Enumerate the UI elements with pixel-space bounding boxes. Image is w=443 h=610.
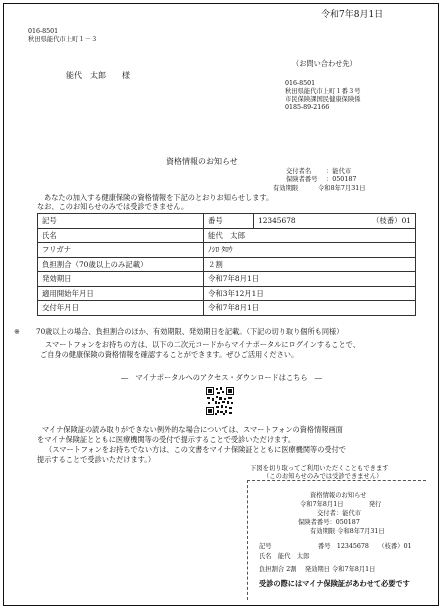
note-mark: ※ [14, 327, 21, 336]
insurer-number-value: ：050187 [326, 176, 357, 183]
row-value: 令和7年8月1日 [204, 301, 416, 316]
branch-number: （枝番）01 [333, 214, 415, 229]
recipient-address: 秋田県能代市上町１－３ [28, 36, 98, 43]
row-value: ２割 [204, 257, 416, 272]
row-label: 負担割合（70歳以上のみ記載） [38, 257, 204, 272]
cutout-expiry: 有効期限 令和8年7月31日 [310, 528, 385, 535]
contact-phone: 0185-89-2166 [285, 104, 330, 111]
cutout-warning: 受診の際にはマイナ保険証があわせて必要です [259, 579, 410, 588]
smartphone-line-2: ご自身の健康保険の資格情報を確認することができます。ぜひご活用ください。 [40, 350, 299, 359]
cutout-symbol: 記号 [259, 543, 272, 550]
row-value: 能代 太郎 [204, 228, 416, 243]
row-label: フリガナ [38, 243, 204, 258]
row-value: ﾉｼﾛ ﾀﾛｳ [204, 243, 416, 258]
exception-line-3: （スマートフォンをお持ちでない方は、この文書をマイナ保険証とともに医療機関等の受付で [45, 445, 346, 454]
table-row [38, 228, 416, 243]
expiry-label: 有効期限 [273, 185, 299, 192]
expiry-value: 令和8年7月31日 [318, 185, 366, 192]
cutout-issuer: 交付者：能代市 [317, 510, 362, 517]
table-row [38, 272, 416, 287]
exception-line-1: マイナ保険証の読み取りができない例外的な場合については、スマートフォンの資格情報画面 [42, 425, 343, 434]
row-value: 令和7年8月1日 [204, 272, 416, 287]
table-row [38, 243, 416, 258]
contact-heading: （お問い合わせ先） [292, 59, 357, 68]
recipient-postal-code: 016-8501 [28, 28, 59, 35]
table-row [38, 214, 416, 229]
portal-heading: ― マイナポータルへのアクセス・ダウンロードはこちら ― [121, 373, 322, 382]
contact-postal-code: 016-8501 [285, 80, 316, 87]
exception-line-2: をマイナ保険証とともに医療機関等の受付で提示することで受診いただけます。 [37, 435, 296, 444]
cutout-instruction-2: （このお知らせのみでは受診できません） [263, 473, 383, 480]
symbol-label: 記号 [38, 214, 204, 229]
table-row [38, 286, 416, 301]
issuer-name-value: ：能代市 [326, 168, 352, 175]
number-label: 番号 [204, 214, 254, 229]
eligibility-table [37, 213, 416, 316]
cutout-issue-date: 令和7年8月1日 発行 [300, 501, 382, 508]
issuer-name-label: 交付者名 [286, 168, 312, 175]
document-title: 資格情報のお知らせ [166, 157, 238, 166]
row-label: 氏名 [38, 228, 204, 243]
intro-line-2: なお、このお知らせのみでは受診できません。 [37, 202, 189, 211]
contact-address: 秋田県能代市上町１番３号 [285, 88, 361, 95]
row-label: 交付年月日 [38, 301, 204, 316]
cutout-title: 資格情報のお知らせ [310, 492, 367, 499]
row-label: 発効期日 [38, 272, 204, 287]
note-text: 70歳以上の場合、負担割合のほか、有効期限、発効期日を記載。（下記の切り取り個所も同様） [36, 327, 344, 336]
cutout-burden-line: 負担割合 2割 発効期日 令和7年8月1日 [259, 566, 376, 573]
qr-code[interactable] [206, 387, 234, 415]
exception-line-4: 提示することで受診いただけます。） [37, 455, 156, 464]
cutout-name: 氏名 能代 太郎 [259, 553, 310, 560]
cutout-insurer-number: 保険者番号：050187 [298, 519, 360, 526]
intro-line-1: あなたの加入する健康保険の資格情報を下記のとおりお知らせします。 [44, 193, 274, 202]
issue-date: 令和7年8月1日 [321, 10, 384, 20]
table-row [38, 301, 416, 316]
row-value: 令和3年12月1日 [204, 286, 416, 301]
insurer-number-label: 保険者番号 [286, 176, 318, 183]
contact-department: 市民保険課国民健康保険係 [285, 96, 361, 103]
cutout-number: 番号 12345678 （枝番）01 [318, 543, 412, 550]
table-row [38, 257, 416, 272]
cutout-instruction-1: 下図を切り取ってご利用いただくこともできます [250, 465, 389, 472]
number-value: 12345678 [254, 214, 334, 229]
row-label: 適用開始年月日 [38, 286, 204, 301]
recipient-name: 能代 太郎 様 [66, 71, 130, 80]
smartphone-line-1: スマートフォンをお持ちの方は、以下の二次元コードからマイナポータルにログインすることで、 [45, 340, 360, 349]
